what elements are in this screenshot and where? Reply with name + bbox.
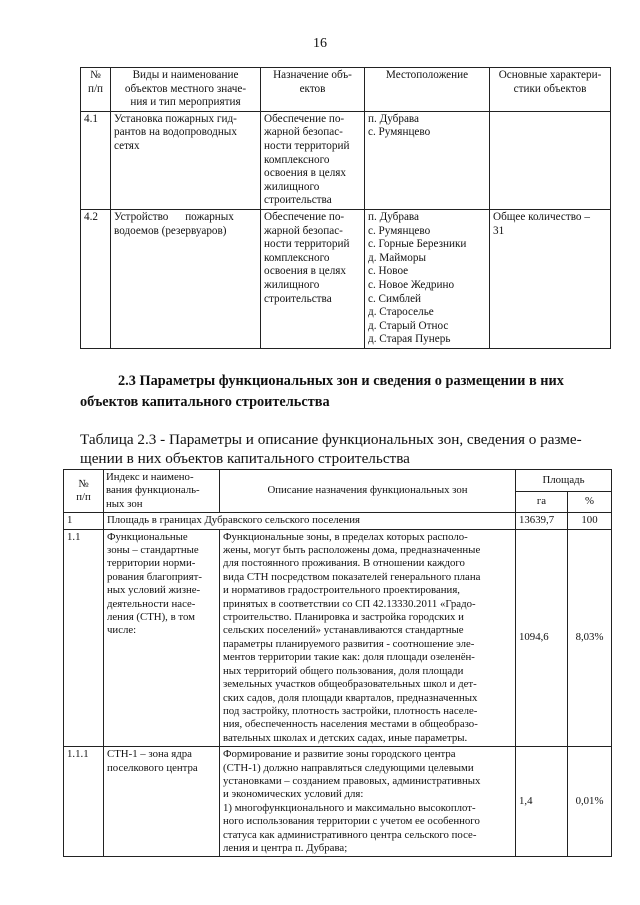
header-ha: га [516, 491, 568, 513]
table-row-total [64, 513, 612, 529]
row-ha: 1,4 [516, 747, 568, 857]
table-row [81, 111, 611, 209]
header-percent: % [568, 491, 612, 513]
row-index: СТН-1 – зона ядра поселкового центра [104, 747, 220, 857]
section-heading [80, 371, 610, 413]
row-num: 1.1 [64, 529, 104, 747]
row-percent: 8,03% [568, 529, 612, 747]
table-caption-line: Таблица 2.3 - Параметры и описание функциональных зон, сведения о разме- [80, 431, 582, 448]
zones-table-header [64, 470, 612, 492]
objects-table-header [81, 68, 611, 112]
header-kind: Виды и наименование объектов местного значе- ния и тип мероприятия [111, 68, 261, 112]
row-characteristics [490, 111, 611, 209]
section-heading-line: 2.3 Параметры функциональных зон и сведения о размещении в них [118, 373, 564, 389]
zones-table [63, 469, 612, 857]
table-row [64, 529, 612, 747]
row-description: Формирование и развитие зоны городского центра (СТН-1) должно направляться следующими целевыми установками – созданием правовых, административных и экономических условий для: 1) многофункционального и максимально высокоплот- ного использования территории с учетом ее особенного статуса как административного центра сельского посе- ления и центра п. Дубрава; [220, 747, 516, 857]
row-locations: п. Дубрава с. Румянцево с. Горные Березники д. Майморы с. Новое с. Новое Жедрино с. Симблей д. Староселье д. Старый Относ д. Старая Пунерь [365, 209, 490, 348]
table-caption-line: щении в них объектов капитального строительства [80, 450, 410, 467]
row-ha: 1094,6 [516, 529, 568, 747]
table-row [81, 209, 611, 348]
section-heading-line: объектов капитального строительства [80, 394, 330, 410]
page-number: 16 [313, 36, 327, 51]
header-num: № п/п [64, 470, 104, 513]
row-purpose: Обеспечение по- жарной безопас- ности территорий комплексного освоения в целях жилищного строительства [261, 209, 365, 348]
row-percent: 0,01% [568, 747, 612, 857]
row-index: Функциональные зоны – стандартные территории норми- рования благоприят- ных условий жизне- деятельности насе- ления (СТН), в том числе: [104, 529, 220, 747]
objects-table [80, 67, 611, 349]
table-row [64, 747, 612, 857]
header-area: Площадь [516, 470, 612, 492]
header-characteristics: Основные характери- стики объектов [490, 68, 611, 112]
header-description: Описание назначения функциональных зон [220, 470, 516, 513]
row-num: 1 [64, 513, 104, 529]
header-num: № п/п [81, 68, 111, 112]
header-index: Индекс и наимено- вания функциональ- ных зон [104, 470, 220, 513]
row-num: 4.2 [81, 209, 111, 348]
row-num: 4.1 [81, 111, 111, 209]
row-label: Площадь в границах Дубравского сельского поселения [104, 513, 516, 529]
row-kind: Установка пожарных гид- рантов на водопроводных сетях [111, 111, 261, 209]
row-num: 1.1.1 [64, 747, 104, 857]
row-kind: Устройство пожарных водоемов (резервуаров) [111, 209, 261, 348]
row-ha: 13639,7 [516, 513, 568, 529]
row-percent: 100 [568, 513, 612, 529]
row-locations: п. Дубрава с. Румянцево [365, 111, 490, 209]
row-characteristics: Общее количество – 31 [490, 209, 611, 348]
header-purpose: Назначение объ- ектов [261, 68, 365, 112]
row-purpose: Обеспечение по- жарной безопас- ности территорий комплексного освоения в целях жилищного строительства [261, 111, 365, 209]
header-location: Местоположение [365, 68, 490, 112]
row-description: Функциональные зоны, в пределах которых располо- жены, могут быть расположены дома, предназначенные для постоянного проживания. В отношении каждого вида СТН посредством показателей генерального плана и нормативов градостроительного проектирования, принятых в соответствии со СП 42.13330.2011 «Градо- строительство. Планировка и застройка городских и сельских поселений» устанавливаются стандартные параметры планируемого развития - соотношение эле- ментов территории такие как: доля площади озеленён- ных территорий общего пользования, доля площади земельных участков общеобразовательных школ и дет- ских садов, доля площади кварталов, предназначенных под застройку, плотность застройки, плотность населе- ния, обеспеченность населения местами в общеобразо- вательных школах и детских садах, иные параметры. [220, 529, 516, 747]
table-caption [80, 430, 610, 468]
